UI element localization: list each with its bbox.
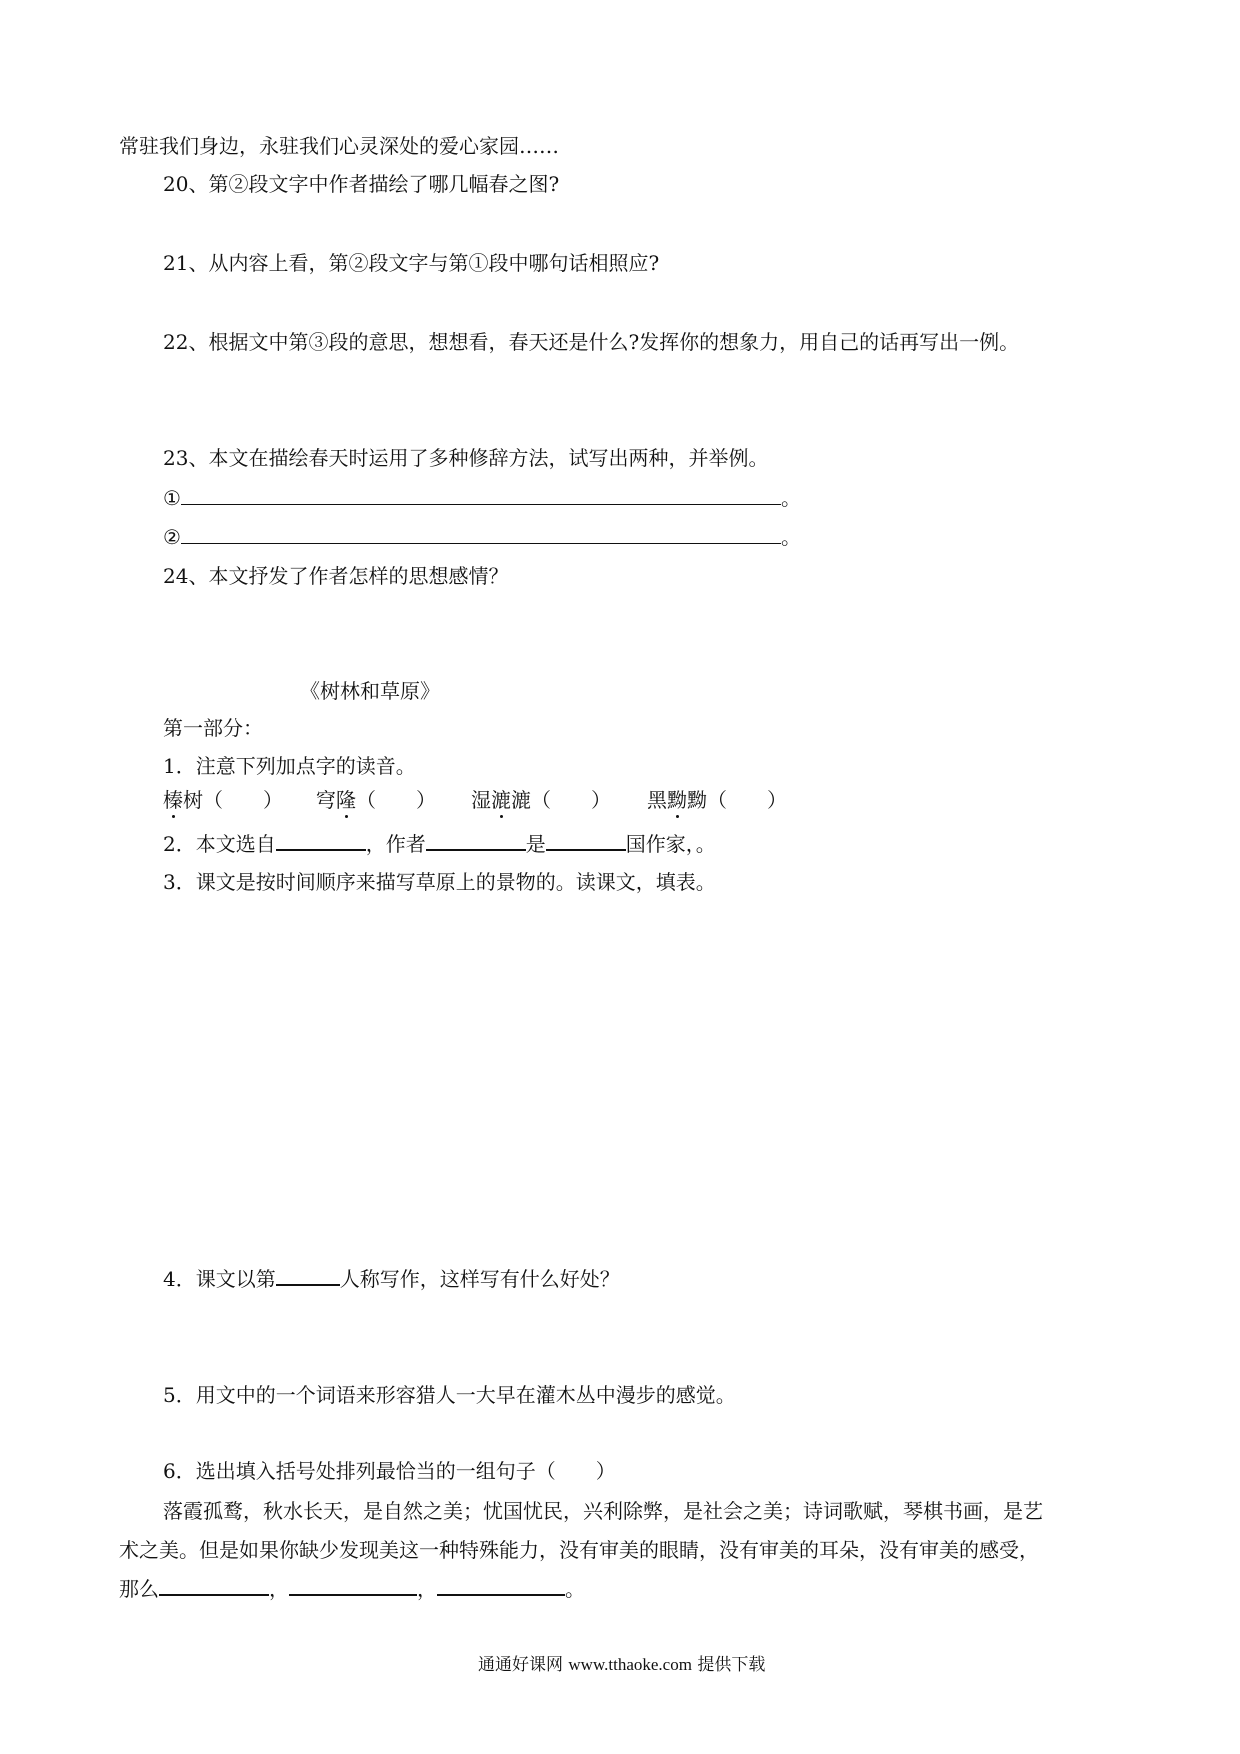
page-footer <box>478 1651 765 1679</box>
item-4: 4．课文以第 人称写作，这样写有什么好处？ <box>163 1267 620 1291</box>
answer-line-1[interactable] <box>163 484 801 512</box>
circle-number-2: ② <box>163 525 181 549</box>
blank-2[interactable] <box>289 1576 417 1596</box>
blank-person[interactable] <box>276 1266 340 1286</box>
question-21: 21、从内容上看，第②段文字与第①段中哪句话相照应? <box>163 251 660 275</box>
item-6: 6．选出填入括号处排列最恰当的一组句子（ ） <box>163 1459 616 1483</box>
period: 。 <box>780 486 801 510</box>
blank-source[interactable] <box>276 831 366 851</box>
blank-line[interactable] <box>181 525 781 544</box>
footer-text-b: 提供下载 <box>697 1655 766 1675</box>
item-6-text-3: 那么 ， ， 。 <box>119 1577 585 1601</box>
item-2: 2．本文选自 ，作者 是 国作家，。 <box>163 832 716 856</box>
period: 。 <box>780 525 801 549</box>
blank-author[interactable] <box>426 831 526 851</box>
question-22: 22、根据文中第③段的意思，想想看，春天还是什么?发挥你的想象力，用自己的话再写出一例。 <box>163 330 1020 354</box>
item-5: 5．用文中的一个词语来形容猎人一大早在灌木丛中漫步的感觉。 <box>163 1383 736 1407</box>
question-23: 23、本文在描绘春天时运用了多种修辞方法，试写出两种，并举例。 <box>163 446 769 470</box>
question-20: 20、第②段文字中作者描绘了哪几幅春之图? <box>163 172 560 196</box>
pronunciation-row <box>163 786 787 814</box>
blank-line[interactable] <box>181 486 781 505</box>
pron-item-3: 湿漉漉（ ） <box>471 788 611 812</box>
circle-number-1: ① <box>163 486 181 510</box>
item-6-text-1: 落霞孤鹜，秋水长天，是自然之美；忧国忧民，兴利除弊，是社会之美；诗词歌赋，琴棋书画，是艺 <box>163 1499 1043 1523</box>
section-title: 《树林和草原》 <box>300 679 440 703</box>
blank-1[interactable] <box>159 1576 269 1596</box>
item-1: 1．注意下列加点字的读音。 <box>163 754 416 778</box>
footer-site-link[interactable]: www.tthaoke.com <box>568 1655 692 1674</box>
pron-item-1: 榛树（ ） <box>163 788 283 812</box>
item-3: 3．课文是按时间顺序来描写草原上的景物的。读课文，填表。 <box>163 870 716 894</box>
text-line-1: 常驻我们身边，永驻我们心灵深处的爱心家园…… <box>119 134 559 158</box>
blank-country[interactable] <box>546 831 626 851</box>
footer-text-a: 通通好课网 <box>478 1655 563 1675</box>
item-6-text-2: 术之美。但是如果你缺少发现美这一种特殊能力，没有审美的眼睛，没有审美的耳朵，没有审美的感受， <box>119 1538 1039 1562</box>
pron-item-4: 黑黝黝（ ） <box>647 788 787 812</box>
part-heading: 第一部分： <box>163 716 263 740</box>
question-24: 24、本文抒发了作者怎样的思想感情？ <box>163 564 509 588</box>
answer-line-2[interactable] <box>163 523 801 551</box>
blank-3[interactable] <box>437 1576 565 1596</box>
pron-item-2: 穹隆（ ） <box>316 788 436 812</box>
